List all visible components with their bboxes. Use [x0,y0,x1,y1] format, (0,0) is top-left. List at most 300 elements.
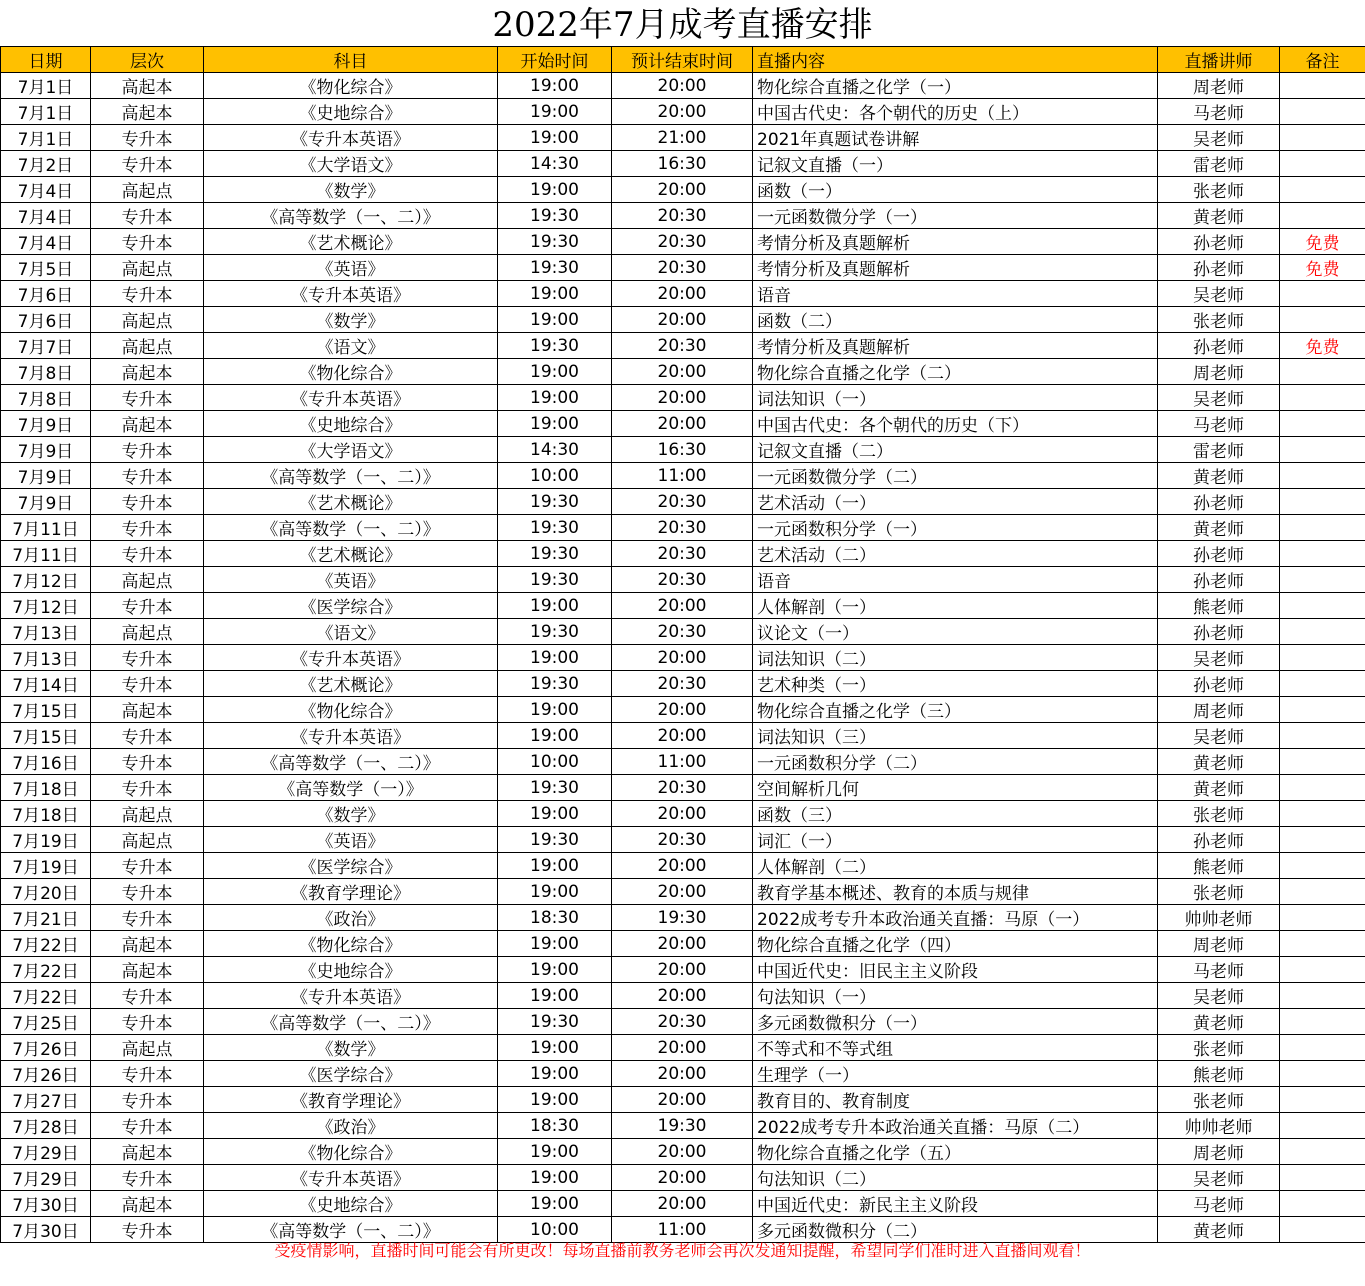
date-cell: 7月28日 [1,1113,91,1139]
col-header-subject: 科目 [204,47,498,73]
content-cell: 函数（二） [753,307,1158,333]
note-cell [1280,1113,1365,1139]
date-cell: 7月2日 [1,151,91,177]
level-cell: 专升本 [91,203,204,229]
end-time-cell: 16:30 [612,151,753,177]
subject-cell: 《高等数学（一、二）》 [204,1009,498,1035]
date-cell: 7月9日 [1,489,91,515]
content-cell: 词汇（一） [753,827,1158,853]
subject-cell: 《语文》 [204,333,498,359]
end-time-cell: 20:00 [612,307,753,333]
note-cell [1280,749,1365,775]
table-row [1,775,1365,801]
table-row [1,463,1365,489]
teacher-cell: 张老师 [1158,879,1280,905]
teacher-cell: 吴老师 [1158,723,1280,749]
teacher-cell: 孙老师 [1158,333,1280,359]
subject-cell: 《高等数学（一、二）》 [204,515,498,541]
content-cell: 中国古代史：各个朝代的历史（下） [753,411,1158,437]
date-cell: 7月18日 [1,775,91,801]
teacher-cell: 雷老师 [1158,151,1280,177]
schedule-table [0,46,1365,1243]
end-time-cell: 20:00 [612,281,753,307]
date-cell: 7月26日 [1,1061,91,1087]
start-time-cell: 19:00 [498,1087,612,1113]
content-cell: 教育学基本概述、教育的本质与规律 [753,879,1158,905]
table-row [1,489,1365,515]
note-cell [1280,99,1365,125]
date-cell: 7月14日 [1,671,91,697]
note-cell [1280,593,1365,619]
level-cell: 专升本 [91,1113,204,1139]
table-row [1,983,1365,1009]
teacher-cell: 周老师 [1158,697,1280,723]
teacher-cell: 周老师 [1158,73,1280,99]
subject-cell: 《英语》 [204,255,498,281]
table-row [1,229,1365,255]
date-cell: 7月1日 [1,73,91,99]
level-cell: 专升本 [91,281,204,307]
subject-cell: 《数学》 [204,307,498,333]
start-time-cell: 19:30 [498,255,612,281]
subject-cell: 《物化综合》 [204,359,498,385]
level-cell: 专升本 [91,1217,204,1243]
note-cell [1280,307,1365,333]
level-cell: 专升本 [91,645,204,671]
start-time-cell: 19:00 [498,99,612,125]
table-row [1,281,1365,307]
note-cell [1280,177,1365,203]
note-cell [1280,489,1365,515]
teacher-cell: 周老师 [1158,1139,1280,1165]
level-cell: 专升本 [91,151,204,177]
note-cell [1280,203,1365,229]
subject-cell: 《政治》 [204,905,498,931]
teacher-cell: 张老师 [1158,1035,1280,1061]
start-time-cell: 19:30 [498,671,612,697]
teacher-cell: 吴老师 [1158,645,1280,671]
note-cell [1280,879,1365,905]
date-cell: 7月22日 [1,957,91,983]
teacher-cell: 孙老师 [1158,541,1280,567]
teacher-cell: 雷老师 [1158,437,1280,463]
end-time-cell: 20:00 [612,957,753,983]
content-cell: 艺术活动（一） [753,489,1158,515]
teacher-cell: 张老师 [1158,307,1280,333]
content-cell: 记叙文直播（二） [753,437,1158,463]
start-time-cell: 14:30 [498,437,612,463]
level-cell: 专升本 [91,749,204,775]
teacher-cell: 周老师 [1158,931,1280,957]
date-cell: 7月6日 [1,307,91,333]
level-cell: 高起点 [91,307,204,333]
subject-cell: 《专升本英语》 [204,645,498,671]
end-time-cell: 20:00 [612,1139,753,1165]
end-time-cell: 20:00 [612,1191,753,1217]
date-cell: 7月30日 [1,1191,91,1217]
table-row [1,1139,1365,1165]
content-cell: 艺术种类（一） [753,671,1158,697]
level-cell: 专升本 [91,125,204,151]
date-cell: 7月11日 [1,541,91,567]
end-time-cell: 20:00 [612,177,753,203]
content-cell: 中国古代史：各个朝代的历史（上） [753,99,1158,125]
content-cell: 物化综合直播之化学（四） [753,931,1158,957]
table-row [1,437,1365,463]
level-cell: 专升本 [91,775,204,801]
teacher-cell: 孙老师 [1158,255,1280,281]
table-row [1,749,1365,775]
level-cell: 高起本 [91,1139,204,1165]
level-cell: 专升本 [91,723,204,749]
note-cell [1280,645,1365,671]
end-time-cell: 20:30 [612,541,753,567]
date-cell: 7月19日 [1,827,91,853]
start-time-cell: 19:00 [498,177,612,203]
content-cell: 中国近代史：新民主主义阶段 [753,1191,1158,1217]
end-time-cell: 20:00 [612,1087,753,1113]
note-cell [1280,1009,1365,1035]
end-time-cell: 20:00 [612,593,753,619]
content-cell: 句法知识（二） [753,1165,1158,1191]
date-cell: 7月12日 [1,567,91,593]
teacher-cell: 马老师 [1158,1191,1280,1217]
start-time-cell: 10:00 [498,1217,612,1243]
subject-cell: 《专升本英语》 [204,723,498,749]
end-time-cell: 20:30 [612,229,753,255]
table-row [1,385,1365,411]
table-row [1,645,1365,671]
note-cell [1280,1165,1365,1191]
col-header-end: 预计结束时间 [612,47,753,73]
content-cell: 艺术活动（二） [753,541,1158,567]
subject-cell: 《物化综合》 [204,73,498,99]
end-time-cell: 20:00 [612,411,753,437]
date-cell: 7月30日 [1,1217,91,1243]
teacher-cell: 吴老师 [1158,385,1280,411]
end-time-cell: 11:00 [612,749,753,775]
table-row [1,905,1365,931]
end-time-cell: 20:00 [612,853,753,879]
content-cell: 多元函数微积分（一） [753,1009,1158,1035]
table-row [1,125,1365,151]
table-row [1,203,1365,229]
table-row [1,333,1365,359]
date-cell: 7月13日 [1,645,91,671]
start-time-cell: 19:00 [498,957,612,983]
content-cell: 函数（一） [753,177,1158,203]
subject-cell: 《物化综合》 [204,697,498,723]
start-time-cell: 19:00 [498,1139,612,1165]
date-cell: 7月22日 [1,983,91,1009]
start-time-cell: 19:30 [498,203,612,229]
teacher-cell: 黄老师 [1158,749,1280,775]
note-cell [1280,359,1365,385]
note-cell [1280,437,1365,463]
start-time-cell: 18:30 [498,905,612,931]
header-row [1,47,1365,73]
table-row [1,723,1365,749]
note-cell [1280,385,1365,411]
date-cell: 7月5日 [1,255,91,281]
level-cell: 专升本 [91,983,204,1009]
subject-cell: 《高等数学（一）》 [204,775,498,801]
end-time-cell: 11:00 [612,1217,753,1243]
table-body [1,73,1365,1243]
teacher-cell: 熊老师 [1158,853,1280,879]
subject-cell: 《高等数学（一、二）》 [204,463,498,489]
end-time-cell: 20:00 [612,645,753,671]
start-time-cell: 19:00 [498,593,612,619]
date-cell: 7月19日 [1,853,91,879]
start-time-cell: 19:00 [498,645,612,671]
teacher-cell: 黄老师 [1158,463,1280,489]
subject-cell: 《艺术概论》 [204,541,498,567]
note-cell [1280,983,1365,1009]
table-row [1,307,1365,333]
note-cell [1280,515,1365,541]
table-row [1,801,1365,827]
note-cell [1280,541,1365,567]
date-cell: 7月18日 [1,801,91,827]
start-time-cell: 19:00 [498,983,612,1009]
level-cell: 专升本 [91,593,204,619]
date-cell: 7月8日 [1,359,91,385]
date-cell: 7月29日 [1,1139,91,1165]
level-cell: 专升本 [91,229,204,255]
teacher-cell: 张老师 [1158,801,1280,827]
note-cell: 免费 [1280,333,1365,359]
teacher-cell: 孙老师 [1158,827,1280,853]
level-cell: 高起本 [91,931,204,957]
teacher-cell: 孙老师 [1158,229,1280,255]
start-time-cell: 19:30 [498,619,612,645]
date-cell: 7月7日 [1,333,91,359]
level-cell: 高起本 [91,697,204,723]
content-cell: 句法知识（一） [753,983,1158,1009]
level-cell: 高起本 [91,411,204,437]
start-time-cell: 19:30 [498,567,612,593]
teacher-cell: 孙老师 [1158,489,1280,515]
level-cell: 专升本 [91,385,204,411]
note-cell [1280,671,1365,697]
level-cell: 高起本 [91,73,204,99]
date-cell: 7月29日 [1,1165,91,1191]
start-time-cell: 19:00 [498,931,612,957]
teacher-cell: 黄老师 [1158,775,1280,801]
start-time-cell: 19:00 [498,307,612,333]
teacher-cell: 黄老师 [1158,515,1280,541]
content-cell: 中国近代史：旧民主主义阶段 [753,957,1158,983]
content-cell: 2022成考专升本政治通关直播：马原（二） [753,1113,1158,1139]
teacher-cell: 熊老师 [1158,1061,1280,1087]
content-cell: 物化综合直播之化学（三） [753,697,1158,723]
date-cell: 7月11日 [1,515,91,541]
teacher-cell: 张老师 [1158,1087,1280,1113]
start-time-cell: 19:00 [498,853,612,879]
end-time-cell: 20:00 [612,879,753,905]
start-time-cell: 19:00 [498,879,612,905]
start-time-cell: 19:30 [498,775,612,801]
content-cell: 物化综合直播之化学（二） [753,359,1158,385]
content-cell: 物化综合直播之化学（五） [753,1139,1158,1165]
content-cell: 空间解析几何 [753,775,1158,801]
note-cell [1280,463,1365,489]
teacher-cell: 吴老师 [1158,281,1280,307]
teacher-cell: 熊老师 [1158,593,1280,619]
subject-cell: 《教育学理论》 [204,879,498,905]
date-cell: 7月16日 [1,749,91,775]
start-time-cell: 19:00 [498,801,612,827]
date-cell: 7月1日 [1,125,91,151]
teacher-cell: 帅帅老师 [1158,1113,1280,1139]
level-cell: 高起点 [91,827,204,853]
start-time-cell: 19:00 [498,281,612,307]
table-row [1,879,1365,905]
teacher-cell: 黄老师 [1158,1217,1280,1243]
content-cell: 语音 [753,567,1158,593]
subject-cell: 《专升本英语》 [204,983,498,1009]
note-cell [1280,1061,1365,1087]
table-row [1,255,1365,281]
start-time-cell: 19:00 [498,697,612,723]
start-time-cell: 19:00 [498,385,612,411]
end-time-cell: 20:30 [612,203,753,229]
subject-cell: 《高等数学（一、二）》 [204,203,498,229]
level-cell: 专升本 [91,671,204,697]
level-cell: 高起点 [91,333,204,359]
content-cell: 考情分析及真题解析 [753,333,1158,359]
start-time-cell: 10:00 [498,463,612,489]
subject-cell: 《数学》 [204,1035,498,1061]
col-header-date: 日期 [1,47,91,73]
end-time-cell: 20:30 [612,1009,753,1035]
subject-cell: 《史地综合》 [204,1191,498,1217]
date-cell: 7月12日 [1,593,91,619]
end-time-cell: 20:00 [612,1035,753,1061]
end-time-cell: 20:30 [612,567,753,593]
table-row [1,1087,1365,1113]
start-time-cell: 19:30 [498,515,612,541]
subject-cell: 《英语》 [204,567,498,593]
table-row [1,853,1365,879]
date-cell: 7月25日 [1,1009,91,1035]
note-cell [1280,801,1365,827]
content-cell: 记叙文直播（一） [753,151,1158,177]
level-cell: 专升本 [91,463,204,489]
table-row [1,1165,1365,1191]
date-cell: 7月26日 [1,1035,91,1061]
teacher-cell: 孙老师 [1158,567,1280,593]
teacher-cell: 张老师 [1158,177,1280,203]
col-header-content: 直播内容 [753,47,1158,73]
note-cell: 免费 [1280,255,1365,281]
note-cell [1280,853,1365,879]
teacher-cell: 马老师 [1158,411,1280,437]
subject-cell: 《教育学理论》 [204,1087,498,1113]
table-row [1,957,1365,983]
date-cell: 7月21日 [1,905,91,931]
end-time-cell: 20:00 [612,99,753,125]
note-cell [1280,151,1365,177]
content-cell: 议论文（一） [753,619,1158,645]
end-time-cell: 11:00 [612,463,753,489]
end-time-cell: 20:00 [612,1165,753,1191]
teacher-cell: 孙老师 [1158,671,1280,697]
subject-cell: 《艺术概论》 [204,671,498,697]
date-cell: 7月15日 [1,697,91,723]
end-time-cell: 20:30 [612,255,753,281]
table-row [1,1113,1365,1139]
level-cell: 专升本 [91,905,204,931]
subject-cell: 《史地综合》 [204,957,498,983]
start-time-cell: 19:00 [498,73,612,99]
end-time-cell: 20:00 [612,983,753,1009]
end-time-cell: 20:30 [612,619,753,645]
date-cell: 7月20日 [1,879,91,905]
end-time-cell: 20:00 [612,359,753,385]
content-cell: 考情分析及真题解析 [753,229,1158,255]
end-time-cell: 20:00 [612,723,753,749]
teacher-cell: 孙老师 [1158,619,1280,645]
content-cell: 一元函数微分学（一） [753,203,1158,229]
date-cell: 7月4日 [1,203,91,229]
level-cell: 专升本 [91,489,204,515]
table-row [1,593,1365,619]
date-cell: 7月9日 [1,437,91,463]
level-cell: 高起本 [91,957,204,983]
end-time-cell: 20:00 [612,1061,753,1087]
table-row [1,697,1365,723]
table-row [1,99,1365,125]
end-time-cell: 20:30 [612,515,753,541]
date-cell: 7月22日 [1,931,91,957]
content-cell: 语音 [753,281,1158,307]
note-cell [1280,931,1365,957]
teacher-cell: 帅帅老师 [1158,905,1280,931]
note-cell: 免费 [1280,229,1365,255]
subject-cell: 《医学综合》 [204,593,498,619]
start-time-cell: 19:00 [498,1035,612,1061]
content-cell: 词法知识（三） [753,723,1158,749]
start-time-cell: 10:00 [498,749,612,775]
content-cell: 一元函数积分学（二） [753,749,1158,775]
content-cell: 一元函数微分学（二） [753,463,1158,489]
start-time-cell: 19:30 [498,229,612,255]
start-time-cell: 19:00 [498,1165,612,1191]
teacher-cell: 吴老师 [1158,125,1280,151]
table-row [1,177,1365,203]
note-cell [1280,697,1365,723]
level-cell: 高起点 [91,567,204,593]
table-row [1,671,1365,697]
subject-cell: 《专升本英语》 [204,385,498,411]
content-cell: 函数（三） [753,801,1158,827]
level-cell: 高起点 [91,255,204,281]
level-cell: 专升本 [91,437,204,463]
teacher-cell: 黄老师 [1158,1009,1280,1035]
table-row [1,359,1365,385]
table-row [1,151,1365,177]
note-cell [1280,723,1365,749]
content-cell: 人体解剖（二） [753,853,1158,879]
col-header-note: 备注 [1280,47,1365,73]
level-cell: 专升本 [91,515,204,541]
subject-cell: 《艺术概论》 [204,489,498,515]
subject-cell: 《医学综合》 [204,853,498,879]
level-cell: 高起本 [91,1191,204,1217]
end-time-cell: 21:00 [612,125,753,151]
